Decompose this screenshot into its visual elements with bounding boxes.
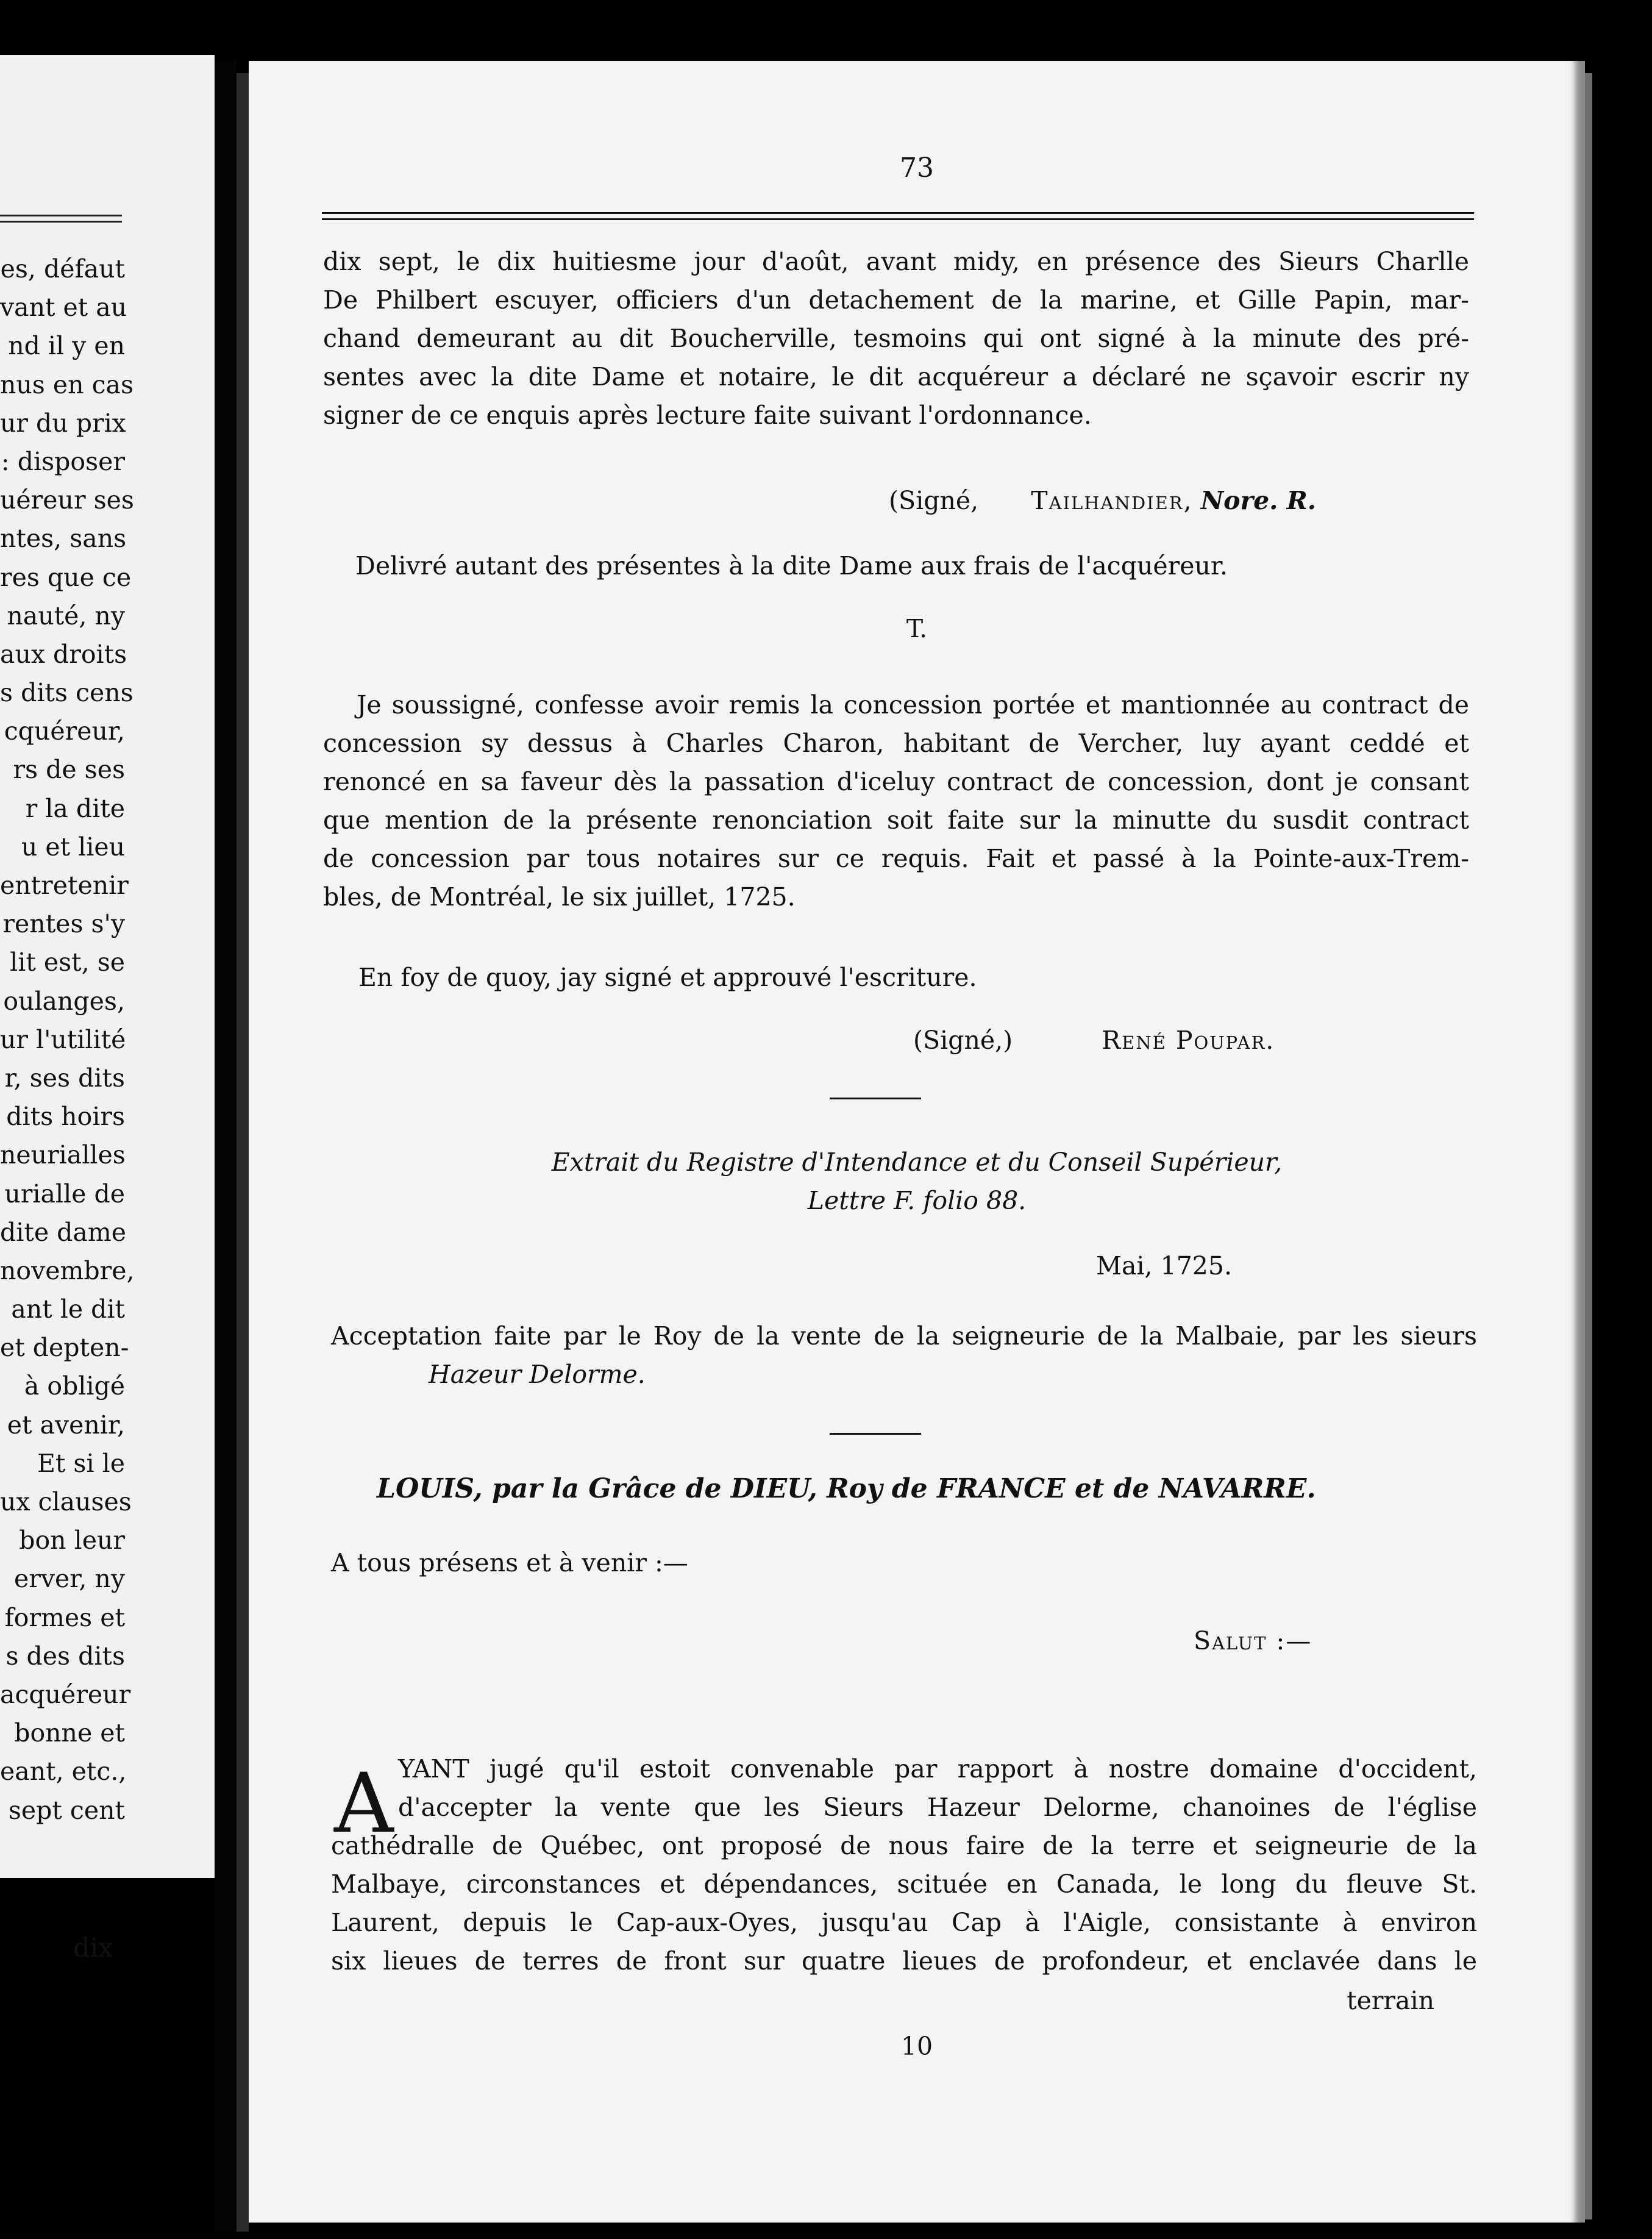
page <box>249 61 1585 2223</box>
catchword <box>1163 1982 1434 2020</box>
left-page-line: s dits cens <box>0 678 134 708</box>
text-line <box>323 320 1469 358</box>
left-page-line: s des dits <box>5 1641 125 1671</box>
paragraph-renonciation <box>323 686 1469 916</box>
p1-line-1: dix sept, le dix huitiesme jour d'août, avant midy, en présence des Sieurs Charlle <box>323 247 1469 276</box>
left-catchword: dix <box>73 1933 113 1963</box>
p3-line-1: YANT jugé qu'il estoit convenable par rapport à nostre domaine d'occident, <box>398 1754 1477 1784</box>
left-page-line: neurialles <box>0 1140 126 1170</box>
p1-line-4: sentes avec la dite Dame et notaire, le dit acquéreur a déclaré ne sçavoir escrir ny <box>323 362 1469 391</box>
text-line <box>331 1355 1477 1394</box>
left-page-text <box>0 250 135 1830</box>
acceptation-line-2: Hazeur Delorme. <box>429 1360 646 1389</box>
p2-line-5: de concession par tous notaires sur ce requis. Fait et passé à la Pointe-aux-Trem- <box>323 844 1469 873</box>
sig2-prefix: (Signé,) <box>913 1026 1013 1055</box>
delivre-line <box>355 547 1514 585</box>
p2-line-4: que mention de la présente renonciation soit faite sur la minutte du susdit contract <box>323 805 1469 835</box>
date-text: Mai, 1725. <box>1096 1251 1232 1280</box>
left-page-line: ant le dit <box>11 1294 125 1324</box>
paragraph-continuation <box>323 243 1469 435</box>
left-page-line: à obligé <box>24 1371 125 1401</box>
left-page-line: lit est, se <box>10 948 125 977</box>
text-line <box>331 1317 1477 1355</box>
paragraph-ayant <box>331 1750 1477 1980</box>
book-gutter <box>215 61 237 2232</box>
signature-mark <box>249 2027 1585 2066</box>
header-rule-bottom <box>322 218 1474 220</box>
p2-line-2: concession sy dessus à Charles Charon, habitant de Vercher, luy ayant ceddé et <box>323 729 1469 758</box>
text-line <box>331 1827 1477 1865</box>
left-page-line: eant, etc., <box>0 1757 127 1787</box>
left-page-line: ux clauses <box>0 1487 132 1516</box>
left-page-line: nauté, ny <box>7 601 125 630</box>
p3-line-6: six lieues de terres de front sur quatre lieues de profondeur, et enclavée dans le <box>331 1946 1477 1976</box>
p2-line-1: Je soussigné, confesse avoir remis la concession portée et mantionnée au contract de <box>357 690 1469 720</box>
left-page-line: urialle de <box>4 1179 125 1209</box>
text-line <box>323 281 1469 320</box>
text-line <box>323 840 1469 878</box>
left-page-line: ntes, sans <box>0 524 127 554</box>
left-page-line: aux droits <box>0 639 127 669</box>
left-page-line: rentes s'y <box>2 909 125 939</box>
left-page-line: et depten- <box>0 1333 129 1363</box>
left-page-line: entretenir <box>0 871 129 900</box>
left-page-line: : disposer <box>1 446 125 476</box>
royal-title <box>377 1469 1535 1508</box>
left-page-line: r, ses dits <box>4 1063 125 1093</box>
left-page-line: oulanges, <box>3 986 125 1016</box>
text-line <box>323 763 1469 801</box>
extrait-heading <box>249 1143 1585 1220</box>
left-page-line: acquéreur <box>0 1679 131 1709</box>
left-page-line: uéreur ses <box>0 485 134 515</box>
acceptation-summary <box>331 1317 1477 1394</box>
p1-line-5: signer de ce enquis après lecture faite suivant l'ordonnance. <box>323 401 1092 430</box>
a-tous-text: A tous présens et à venir :— <box>331 1548 688 1577</box>
left-page-line: r la dite <box>25 793 125 823</box>
left-page-line: ur l'utilité <box>0 1024 126 1054</box>
left-page-line: bonne et <box>14 1718 125 1748</box>
louis-heading: LOUIS, par la Grâce de DIEU, Roy de FRANCE et de NAVARRE. <box>377 1473 1316 1504</box>
book-gutter-shadow <box>237 73 249 2232</box>
signature-mark-text: 10 <box>900 2032 933 2061</box>
left-page-line: vant et au <box>0 293 127 323</box>
p1-line-2: De Philbert escuyer, officiers d'un detachement de la marine, et Gille Papin, mar- <box>323 285 1469 315</box>
left-page-line: sept cent <box>8 1795 125 1825</box>
heading-line <box>249 1182 1585 1220</box>
en-foy-line <box>358 959 1456 997</box>
p2-line-3: renoncé en sa faveur dès la passation d'iceluy contract de concession, dont je consant <box>323 767 1469 796</box>
left-page-line: formes et <box>4 1602 125 1632</box>
section-letter <box>249 610 1585 648</box>
text-line <box>323 724 1469 763</box>
text-line <box>323 801 1469 840</box>
text-line <box>331 1865 1477 1904</box>
salut-line <box>1194 1622 1498 1660</box>
page-edge <box>1585 73 1592 2219</box>
section-divider-2 <box>830 1433 921 1435</box>
left-page-line: et avenir, <box>7 1410 125 1440</box>
text-line <box>331 1750 1477 1788</box>
p3-line-2: d'accepter la vente que les Sieurs Hazeur Delorme, chanoines de l'église <box>398 1793 1477 1822</box>
sig1-prefix: (Signé, <box>889 486 979 515</box>
text-line <box>323 396 1469 435</box>
left-page-line: nd il y en <box>8 331 125 361</box>
p2-line-6: bles, de Montréal, le six juillet, 1725. <box>323 882 796 912</box>
text-line <box>323 878 1469 916</box>
delivre-text: Delivré autant des présentes à la dite Dame aux frais de l'acquéreur. <box>355 551 1228 580</box>
text-line <box>323 243 1469 281</box>
signature-poupar <box>913 1021 1523 1060</box>
letter-t: T. <box>906 614 928 643</box>
drop-cap: A <box>334 1755 394 1851</box>
left-header-rule-2 <box>0 221 122 223</box>
left-facing-page <box>0 55 215 1963</box>
catchword-text: terrain <box>1347 1986 1434 2015</box>
left-page-line: cquéreur, <box>4 716 125 746</box>
left-page-line: es, défaut <box>0 254 125 284</box>
page-number: 73 <box>900 152 934 184</box>
date-line <box>1096 1247 1401 1285</box>
text-line <box>331 1942 1477 1980</box>
a-tous-line <box>331 1544 1063 1582</box>
text-line <box>323 358 1469 396</box>
text-line <box>331 1788 1477 1827</box>
sig1-suffix: Nore. R. <box>1200 486 1317 515</box>
section-divider-1 <box>830 1098 921 1099</box>
left-page-line: Et si le <box>37 1448 125 1478</box>
en-foy-text: En foy de quoy, jay signé et approuvé l'escriture. <box>358 963 977 992</box>
extrait-line-2: Lettre F. folio 88. <box>807 1186 1027 1215</box>
header-rule-top <box>322 212 1474 214</box>
heading-line <box>249 1143 1585 1182</box>
left-page-line: u et lieu <box>21 832 125 862</box>
left-page-line: erver, ny <box>13 1564 125 1594</box>
text-line <box>323 686 1469 724</box>
left-page-line: dite dame <box>0 1217 126 1247</box>
left-page-line: dits hoirs <box>6 1102 125 1132</box>
text-line <box>331 1904 1477 1942</box>
left-page-line: novembre, <box>0 1255 135 1285</box>
left-page-line: bon leur <box>19 1526 125 1555</box>
acceptation-line-1: Acceptation faite par le Roy de la vente de la seigneurie de la Malbaie, par les sieurs <box>331 1321 1477 1351</box>
left-page-line: res que ce <box>0 562 132 592</box>
left-header-rule <box>0 215 122 216</box>
left-page-line: ur du prix <box>0 408 126 438</box>
sig1-name: Tailhandier, <box>1031 486 1193 515</box>
salut-text: Salut :— <box>1194 1626 1312 1655</box>
signature-tailhandier <box>889 482 1498 520</box>
p1-line-3: chand demeurant au dit Boucherville, tesmoins qui ont signé à la minute des pré- <box>323 324 1469 353</box>
sig2-name: René Poupar. <box>1102 1026 1275 1055</box>
p3-line-5: Laurent, depuis le Cap-aux-Oyes, jusqu'au Cap à l'Aigle, consistante à environ <box>331 1908 1477 1937</box>
left-page-line: nus en cas <box>0 370 134 399</box>
p3-line-3: cathédralle de Québec, ont proposé de nous faire de la terre et seigneurie de la <box>331 1831 1477 1860</box>
left-page-line: rs de ses <box>13 755 125 785</box>
extrait-line-1: Extrait du Registre d'Intendance et du Conseil Supérieur, <box>551 1148 1283 1177</box>
p3-line-4: Malbaye, circonstances et dépendances, scituée en Canada, le long du fleuve St. <box>331 1869 1477 1899</box>
